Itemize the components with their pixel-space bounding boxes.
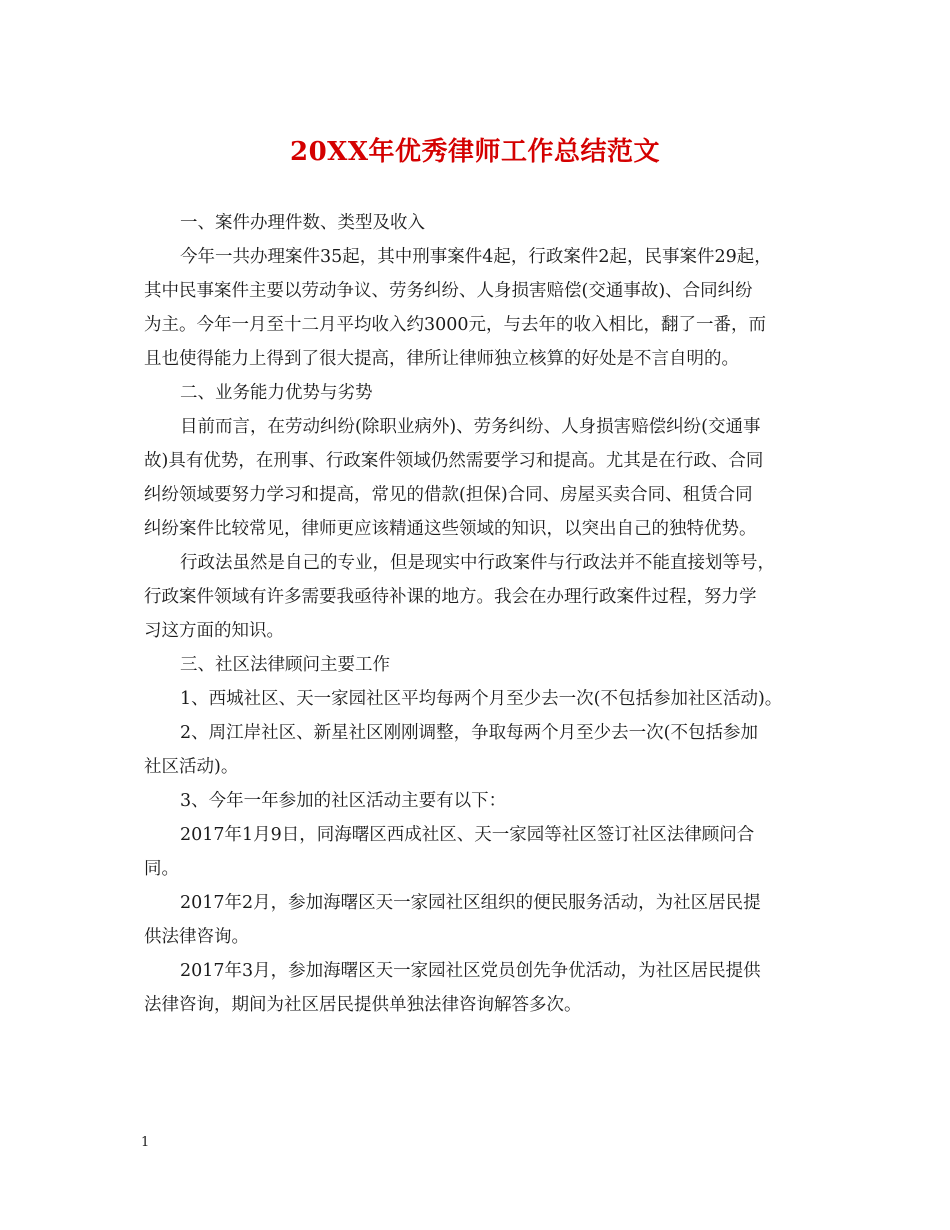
activity-entry: 2017年2月，参加海曙区天一家园社区组织的便民服务活动，为社区居民提 — [180, 893, 761, 913]
paragraph-line: 习这方面的知识。 — [144, 621, 284, 641]
paragraph-line: 故)具有优势，在刑事、行政案件领域仍然需要学习和提高。尤其是在行政、合同 — [144, 451, 764, 471]
page-number: 1 — [141, 1135, 150, 1150]
paragraph-line: 且也使得能力上得到了很大提高，律所让律师独立核算的好处是不言自明的。 — [144, 349, 739, 369]
paragraph-line: 目前而言，在劳动纠纷(除职业病外)、劳务纠纷、人身损害赔偿纠纷(交通事 — [180, 417, 761, 437]
paragraph-line: 今年一共办理案件35起，其中刑事案件4起，行政案件2起，民事案件29起， — [180, 247, 772, 267]
paragraph-line: 其中民事案件主要以劳动争议、劳务纠纷、人身损害赔偿(交通事故)、合同纠纷 — [144, 281, 753, 301]
paragraph-line: 为主。今年一月至十二月平均收入约3000元，与去年的收入相比，翻了一番，而 — [144, 315, 767, 335]
paragraph-line: 行政案件领域有许多需要我亟待补课的地方。我会在办理行政案件过程，努力学 — [144, 587, 757, 607]
paragraph-line: 纠纷案件比较常见，律师更应该精通这些领域的知识，以突出自己的独特优势。 — [144, 519, 757, 539]
activity-entry-continuation: 同。 — [144, 859, 179, 879]
section-heading-community-counsel: 三、社区法律顾问主要工作 — [180, 655, 390, 675]
activity-entry-continuation: 法律咨询，期间为社区居民提供单独法律咨询解答多次。 — [144, 995, 582, 1015]
section-heading-strengths-weaknesses: 二、业务能力优势与劣势 — [180, 383, 373, 403]
paragraph-line: 行政法虽然是自己的专业，但是现实中行政案件与行政法并不能直接划等号， — [180, 553, 775, 573]
activity-entry: 2017年3月，参加海曙区天一家园社区党员创先争优活动，为社区居民提供 — [180, 961, 761, 981]
list-item: 3、今年一年参加的社区活动主要有以下： — [180, 791, 507, 811]
activity-entry-continuation: 供法律咨询。 — [144, 927, 249, 947]
list-item: 1、西城社区、天一家园社区平均每两个月至少去一次(不包括参加社区活动)。 — [180, 689, 783, 709]
paragraph-line: 纠纷领域要努力学习和提高，常见的借款(担保)合同、房屋买卖合同、租赁合同 — [144, 485, 753, 505]
document-title: 20XX年优秀律师工作总结范文 — [289, 137, 661, 167]
section-heading-case-summary: 一、案件办理件数、类型及收入 — [180, 213, 425, 233]
activity-entry: 2017年1月9日，同海曙区西成社区、天一家园等社区签订社区法律顾问合 — [180, 825, 755, 845]
list-item: 2、周江岸社区、新星社区刚刚调整，争取每两个月至少去一次(不包括参加 — [180, 723, 758, 743]
document-body — [144, 206, 816, 1022]
list-item-continuation: 社区活动)。 — [144, 757, 239, 777]
